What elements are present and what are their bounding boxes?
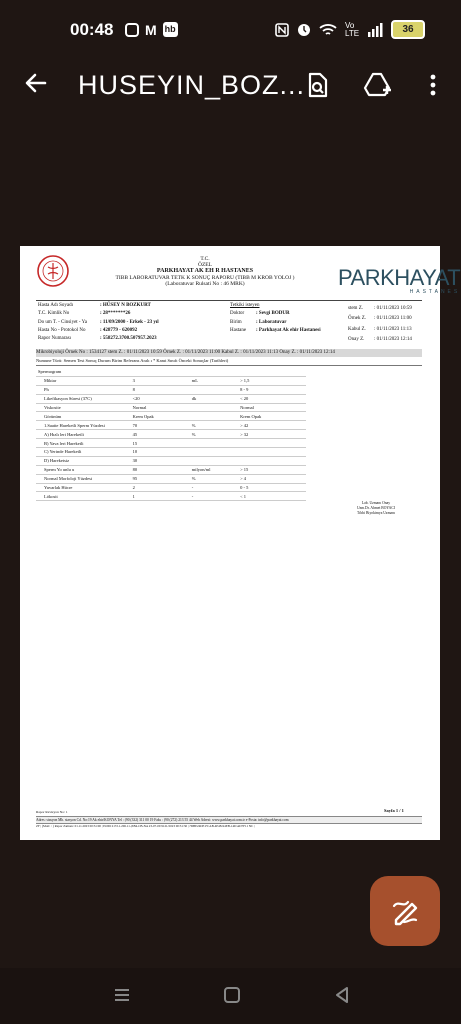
test-name: Yuvarlak Hücre: [36, 483, 131, 492]
table-row: [36, 474, 306, 483]
notification-icons: [125, 22, 178, 37]
test-name: D) Hareketsiz: [36, 456, 131, 465]
test-reference: [238, 448, 306, 457]
drive-add-icon[interactable]: [363, 72, 389, 98]
test-result: 70: [131, 421, 190, 430]
table-row: [36, 483, 306, 492]
footer-revision: Rapor Revizyon No: 1: [36, 810, 68, 814]
test-reference: 8 - 9: [238, 385, 306, 394]
report-no: : 558272.3700.507957.2023: [100, 336, 157, 342]
table-row: [36, 412, 306, 421]
label: Hastane: [230, 327, 247, 333]
date-value: : 01/11/2023 11:13: [374, 326, 412, 332]
test-reference: > 42: [238, 421, 306, 430]
date-value: : 01/11/2023 12:14: [374, 336, 412, 342]
back-nav-icon[interactable]: [331, 984, 353, 1006]
header-lab-no: (Laboratuvar Rulsati No : 46 MRK): [165, 280, 245, 287]
test-result: 15: [131, 439, 190, 448]
test-unit: [190, 368, 238, 376]
test-name: Viskosite: [36, 403, 131, 412]
test-name: Normal Morfoloji Yüzdesi: [36, 474, 131, 483]
test-name: B) Yava leri Hareketli: [36, 439, 131, 448]
signature-block: [346, 501, 406, 516]
alarm-icon: [297, 23, 311, 37]
label: Hasta No - Protokol No: [38, 327, 86, 333]
test-unit: -: [190, 492, 238, 501]
signature-line: Tıbbi Biyokimya Uzmanı: [357, 511, 395, 515]
test-result: 3: [131, 376, 190, 385]
ministry-logo: [36, 254, 70, 288]
table-row: [36, 368, 306, 376]
report-header: [80, 256, 330, 287]
doctor-value: : Sevgi BODUR: [256, 311, 290, 317]
table-row: [36, 376, 306, 385]
table-row: [36, 439, 306, 448]
patient-birth: : 11/09/2000 - Erkek - 23 yıl: [100, 319, 159, 325]
test-name: Sperm Yo unlu u: [36, 465, 131, 474]
recents-icon[interactable]: [111, 984, 133, 1006]
date-value: : 01/11/2023 11:00: [374, 316, 412, 322]
patient-values: [100, 302, 159, 343]
requester-block: [230, 302, 321, 335]
battery-icon: 36: [391, 20, 425, 39]
test-result: 2: [131, 483, 190, 492]
test-result: [131, 368, 190, 376]
test-result: 80: [131, 465, 190, 474]
test-result: 45: [131, 430, 190, 439]
test-result: <20: [131, 394, 190, 403]
label: Kabul Z.: [348, 326, 366, 332]
test-result: 8: [131, 385, 190, 394]
system-nav-bar: [0, 968, 461, 1024]
date-block: [348, 304, 412, 345]
signature-line: Uzm.Dr. Ahmet BOYACI: [356, 506, 396, 510]
column-header: Numune Türü: Semen Test Sonuç Durum Birim Referans Aralı ı * Kanıt Sınıfı Önceki Sonuçlar (Tarihleri): [36, 357, 422, 366]
test-unit: %: [190, 421, 238, 430]
app-toolbar: [0, 62, 461, 110]
test-reference: > 1,5: [238, 376, 306, 385]
test-unit: [190, 385, 238, 394]
brand-sub: HASTANES: [409, 289, 461, 295]
patient-tc: : 28*******26: [100, 311, 131, 317]
network-label: Vo LTE: [345, 20, 360, 38]
table-row: [36, 421, 306, 430]
test-name: Lökosit: [36, 492, 131, 501]
patient-name: : HÜSEY N BOZKURT: [100, 303, 151, 308]
patient-no: : 428779 - 620092: [100, 327, 138, 333]
table-row: [36, 492, 306, 501]
signal-icon: [367, 23, 383, 37]
label: T.C. Kimlik No: [38, 311, 70, 317]
header-tc: T.C.: [200, 256, 210, 262]
nfc-icon: [275, 23, 289, 37]
test-reference: [238, 368, 306, 376]
header-report-title: TIBB LABORATUVAR TETK K SONUÇ RAPORU (TIBB M KROB YOLOJ ): [115, 274, 295, 281]
brand-name: PARKHAYAT: [338, 265, 461, 290]
label: Hasta Adı Soyadı: [38, 303, 73, 308]
gmail-icon: M: [145, 21, 157, 38]
signature-line: Lab. Uzmanı Onay: [361, 501, 391, 505]
test-name: 1.Saatte Hareketli Sperm Yüzdesi: [36, 421, 131, 430]
test-result: Normal: [131, 403, 190, 412]
test-reference: 0 - 5: [238, 483, 306, 492]
instagram-icon: [125, 23, 139, 37]
test-name: Ph: [36, 385, 131, 394]
label: stem Z.: [348, 306, 363, 311]
test-name: A) Hızlı leri Hareketli: [36, 430, 131, 439]
pen-icon: [370, 876, 440, 946]
document-title: HUSEYIN_BOZ...: [78, 70, 306, 100]
test-reference: Normal: [238, 403, 306, 412]
table-row: [36, 456, 306, 465]
test-unit: [190, 439, 238, 448]
label: Rapor Numarası: [38, 336, 71, 342]
document-page[interactable]: [20, 246, 461, 840]
test-result: 95: [131, 474, 190, 483]
test-unit: [190, 448, 238, 457]
hospital-value: : Parkhayat Ak ehir Hastanesi: [256, 327, 321, 333]
test-unit: -: [190, 483, 238, 492]
label: Onay Z.: [348, 336, 365, 342]
test-name: C) Yerinde Hareketli: [36, 448, 131, 457]
test-result: Krem Opak: [131, 412, 190, 421]
more-vert-icon[interactable]: [420, 72, 446, 98]
test-reference: > 15: [238, 465, 306, 474]
test-reference: > 4: [238, 474, 306, 483]
label: Birim: [230, 319, 242, 325]
test-unit: %: [190, 474, 238, 483]
test-name: Spermogram: [36, 368, 131, 376]
system-icons: [275, 20, 425, 39]
section-header: Mikrobiyoloji Örnek No : 1534127 stem Z. : 01/11/2023 10:59 Örnek Z. : 01/11/2023 11:00 Kabul Z. : 01/11/2023 11:13 Onay Z. : 01/11/2023 12:14: [36, 349, 422, 357]
table-row: [36, 394, 306, 403]
unit-value: : Laboratuvar: [256, 319, 287, 325]
header-ozel: ÖZEL: [197, 262, 213, 269]
test-reference: < 20: [238, 394, 306, 403]
date-value: : 01/11/2023 10:59: [374, 306, 412, 311]
requester-heading: Tetkiki isteyen: [230, 303, 260, 308]
test-unit: dk: [190, 394, 238, 403]
test-reference: > 32: [238, 430, 306, 439]
test-result: 1: [131, 492, 190, 501]
test-unit: mL: [190, 376, 238, 385]
parkhayat-logo: [338, 265, 460, 295]
test-name: Miktar: [36, 376, 131, 385]
status-bar: [0, 0, 461, 62]
footer-address: Adres: stasyon Mh. stasyon Cd. No:19 Ak ehir/KONYA Tel : (90 (332) 311 00 19 Faks : (90 (272) 213 55 44 Web Adresi: www.parkhayat.com.tr e-Posta: info@parkhayat.com: [36, 816, 422, 824]
test-reference: [238, 456, 306, 465]
label: Doktor: [230, 311, 245, 317]
hb-app-icon: hb: [163, 22, 178, 37]
search-document-icon[interactable]: [304, 72, 330, 98]
test-reference: Krem Opak: [238, 412, 306, 421]
table-row: [36, 403, 306, 412]
footer-meta: ZF | (MAC : ) Rapor Zamanı: 01.11.2023 00:31:00 | EOID 2172.1.206.11-|ZB4-CB-NA 23-07-09 9121/2023 00:31:30 | ?DBE24DF-FCAB-4E48-94EB-14D AD7F11 NC |: [36, 824, 255, 828]
back-arrow-icon[interactable]: [20, 70, 52, 102]
edit-fab-button[interactable]: [370, 876, 440, 946]
test-result: 10: [131, 448, 190, 457]
label: Do um T. - Cinsiyet - Ya: [38, 319, 87, 325]
wifi-icon: [319, 23, 337, 37]
test-name: Görünüm: [36, 412, 131, 421]
test-unit: %: [190, 430, 238, 439]
test-reference: [238, 439, 306, 448]
divider: [36, 300, 422, 301]
test-unit: [190, 403, 238, 412]
results-table: [36, 368, 306, 501]
test-result: 30: [131, 456, 190, 465]
table-row: [36, 385, 306, 394]
label: Örnek Z.: [348, 316, 367, 322]
home-icon[interactable]: [221, 984, 243, 1006]
table-row: [36, 448, 306, 457]
table-row: [36, 465, 306, 474]
test-unit: milyon/ml: [190, 465, 238, 474]
test-reference: < 1: [238, 492, 306, 501]
test-name: Likefikasyon Süresi (37C): [36, 394, 131, 403]
table-row: [36, 430, 306, 439]
status-time: 00:48: [70, 20, 114, 39]
patient-labels: [38, 302, 98, 343]
footer-page: Sayfa 1 / 1: [384, 808, 404, 813]
test-unit: [190, 456, 238, 465]
test-unit: [190, 412, 238, 421]
header-hospital: PARKHAYAT AK EH R HASTANES: [156, 268, 254, 275]
